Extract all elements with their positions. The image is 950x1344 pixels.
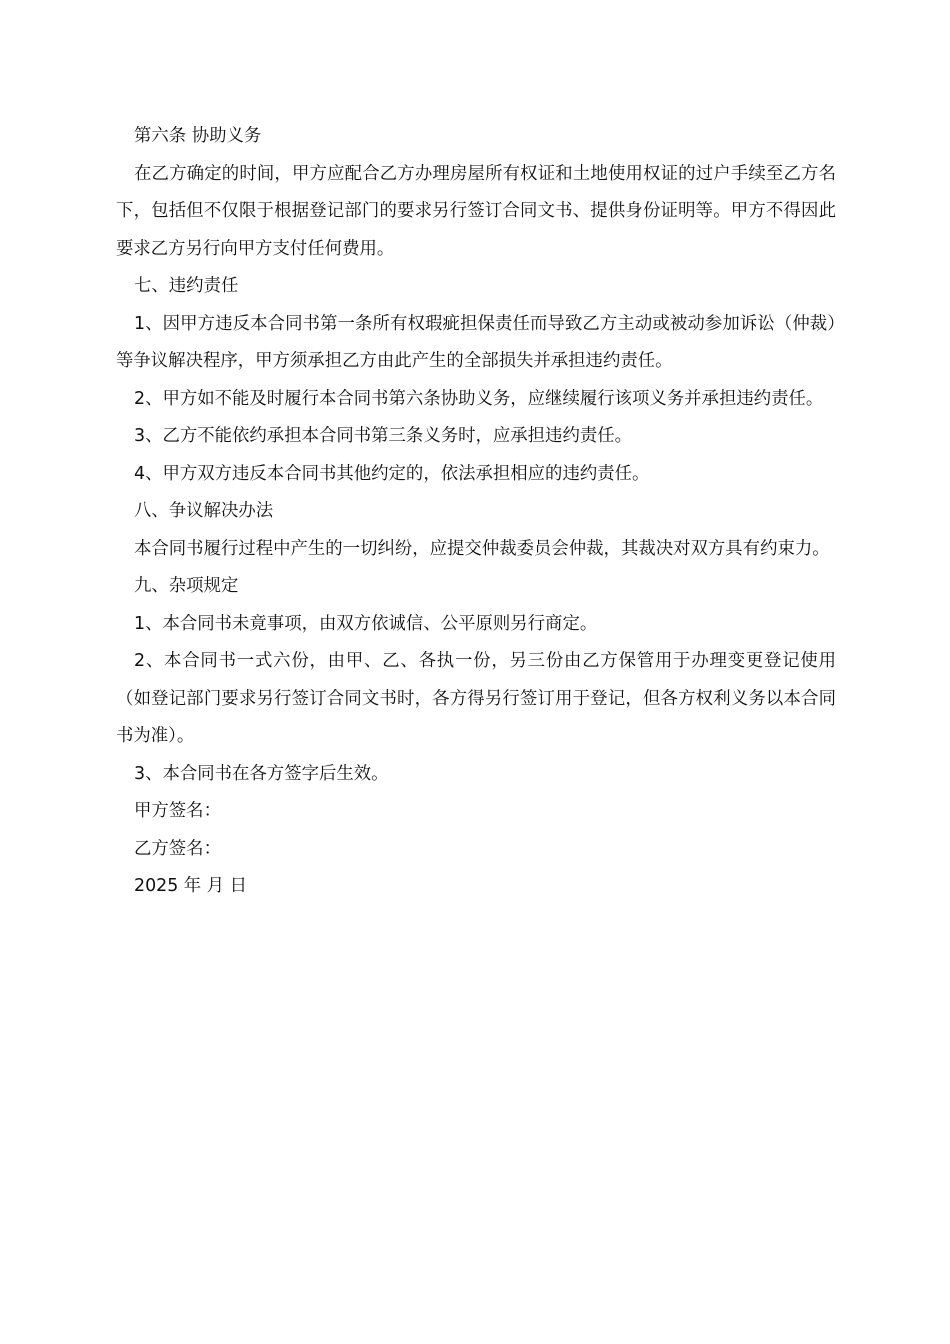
misc-item-1: 1、本合同书未竟事项，由双方依诚信、公平原则另行商定。 xyxy=(134,613,598,634)
section-heading-assistance: 第六条 协助义务 xyxy=(134,126,262,146)
misc-item-2: 2、本合同书一式六份，由甲、乙、各执一份，另三份由乙方保管用于办理变更登记使用（如登记部门要求另行签订合同文书时，各方得另行签订用于登记，但各方权利义务以本合同书为准）。 xyxy=(116,651,836,746)
paragraph-dispute-clause: 本合同书履行过程中产生的一切纠纷，应提交仲裁委员会仲裁，其裁决对双方具有约束力。 xyxy=(134,538,830,559)
liability-item-2: 2、甲方如不能及时履行本合同书第六条协助义务，应继续履行该项义务并承担违约责任。 xyxy=(134,388,824,409)
section-heading-misc: 九、杂项规定 xyxy=(134,576,239,596)
paragraph-assistance-clause: 在乙方确定的时间，甲方应配合乙方办理房屋所有权证和土地使用权证的过户手续至乙方名下，包括但不仅限于根据登记部门的要求另行签订合同文书、提供身份证明等。甲方不得因此要求乙方另行向甲方支付任何费用。 xyxy=(116,163,836,259)
misc-item-3: 3、本合同书在各方签字后生效。 xyxy=(134,763,389,784)
liability-item-1: 1、因甲方违反本合同书第一条所有权瑕疵担保责任而导致乙方主动或被动参加诉讼（仲裁）等争议解决程序，甲方须承担乙方由此产生的全部损失并承担违约责任。 xyxy=(116,313,836,371)
party-a-signature-line: 甲方签名： xyxy=(134,801,221,821)
liability-item-4: 4、甲方双方违反本合同书其他约定的，依法承担相应的违约责任。 xyxy=(134,463,650,484)
document-body xyxy=(116,118,836,906)
liability-item-3: 3、乙方不能依约承担本合同书第三条义务时，应承担违约责任。 xyxy=(134,426,633,446)
date-line: 2025 年 月 日 xyxy=(134,876,248,896)
party-b-signature-line: 乙方签名： xyxy=(134,838,221,859)
section-heading-liability: 七、违约责任 xyxy=(134,276,239,296)
section-heading-dispute: 八、争议解决办法 xyxy=(134,501,274,521)
